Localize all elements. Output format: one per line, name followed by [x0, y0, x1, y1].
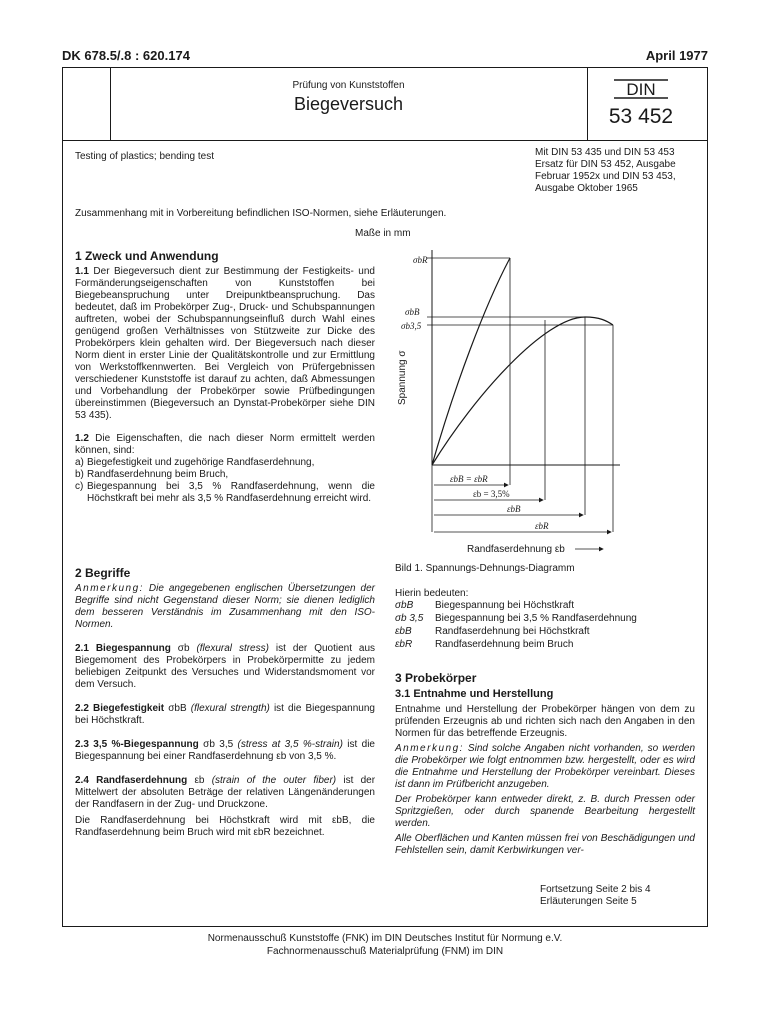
- label-ebR: εbR: [535, 521, 549, 531]
- list-item: a) Biegefestigkeit und zugehörige Randfaserdehnung,: [75, 457, 315, 468]
- section-3-paragraph-3: Alle Oberflächen und Kanten müssen frei von Beschädigungen und Fehlstellen sein, damit Kerbwirkungen ver-: [395, 833, 695, 856]
- iso-note: Zusammenhang mit in Vorbereitung befindlichen ISO-Normen, siehe Erläuterungen.: [75, 208, 447, 219]
- section-3-paragraph-2: Der Probekörper kann entweder direkt, z. B. durch Pressen oder Spritzgießen, oder durch spanende Bearbeitung hergestellt werden.: [395, 794, 695, 829]
- list-item: b) Randfaserdehnung beim Bruch,: [75, 469, 229, 480]
- y-axis-label: Spannung σ: [397, 350, 408, 405]
- label-sbR: σbR: [413, 255, 428, 265]
- list-item: c) Biegespannung bei 3,5 % Randfaserdehnung, wenn die Höchstkraft bei mehr als 3,5 % Randfaserdehnung erreicht wird.: [75, 481, 375, 504]
- footer: Normenausschuß Kunststoffe (FNK) im DIN Deutsches Institut für Normung e.V. Fachnormenausschuß Materialprüfung (FNM) im DIN: [207, 933, 563, 957]
- section-3-heading: 3 Probekörper: [395, 671, 477, 685]
- property-list: [75, 457, 375, 505]
- section-3-paragraph: Entnahme und Herstellung der Probekörper hängen von dem zu prüfenden Erzeugnis ab und richten sich nach den Angaben in den Normen für das betreffende Erzeugnis.: [395, 704, 695, 739]
- document-code: DK 678.5/.8 : 620.174: [62, 48, 190, 63]
- legend-symbol: εbR: [395, 639, 413, 650]
- english-title: Testing of plastics; bending test: [75, 151, 214, 162]
- legend: [395, 588, 695, 651]
- legend-text: Randfaserdehnung bei Höchstkraft: [435, 626, 590, 637]
- din-logo: [614, 79, 668, 99]
- header-divider: [62, 140, 708, 141]
- label-sbB: σbB: [405, 307, 420, 317]
- standard-subtitle: Prüfung von Kunststoffen: [292, 80, 405, 91]
- continuation-note: Fortsetzung Seite 2 bis 4 Erläuterungen Seite 5: [540, 884, 651, 907]
- paragraph-1-1: 1.1 Der Biegeversuch dient zur Bestimmung der Festigkeits- und Formänderungseigenschaften von Kunststoffen bei Biegebeanspruchung unter Dreipunktbeanspruchung. Das bedeutet, daß im Probekörper Zug-, Druck- und Schubspannungen auftreten, wobei der Schubspannungseinfluß durch Wahl eines genügend großen Verhältnisses von Stützweite zur Dicke des Probekörpers klein gehalten wird. Der Biegeversuch nach dieser Norm dient in erster Linie der Qualitätskontrolle und zur Ermittlung von Werkstoffkennwerten. Bei Vergleich von Prüfergebnissen verschiedener Kunststoffe ist darauf zu achten, daß Abmessungen und Vorbehandlung der Probekörper sowie Prüfbedingungen übereinstimmen (Biegeversuch an Dynstat-Probekörper siehe DIN 53 435).: [75, 266, 375, 421]
- section-3-1-heading: 3.1 Entnahme und Herstellung: [395, 688, 554, 700]
- legend-symbol: σbB: [395, 600, 414, 611]
- din-number: 53 452: [608, 105, 674, 128]
- standard-title: Biegeversuch: [293, 94, 404, 114]
- label-eq: εbB = εbR: [450, 474, 488, 484]
- legend-symbol: εbB: [395, 626, 412, 637]
- section-3: [395, 672, 695, 857]
- legend-table: [395, 600, 695, 651]
- definition-2-4: 2.4 Randfaserdehnung εb (strain of the outer fiber) ist der Mittelwert der absoluten Beträge der relativen Längenänderungen der Randfasern in der Zug- und Druckzone.: [75, 775, 376, 810]
- curve-flat: [432, 317, 613, 465]
- label-sb35: σb3,5: [401, 321, 422, 331]
- definition-2-4-cont: Die Randfaserdehnung bei Höchstkraft wird mit εbB, die Randfaserdehnung beim Bruch wird mit εbR bezeichnet.: [75, 815, 375, 838]
- legend-text: Biegespannung bei 3,5 % Randfaserdehnung: [435, 613, 637, 624]
- definition-2-2: 2.2 Biegefestigkeit σbB (flexural strength) ist die Biegespannung bei Höchstkraft.: [75, 703, 375, 726]
- din-logo-text: DIN: [626, 80, 656, 99]
- section-2-note: Anmerkung: Die angegebenen englischen Übersetzungen der Begriffe sind nicht Gegenstand dieser Norm; sie dienen lediglich dem besseren Verständnis im Zusammenhang mit den ISO-Normen.: [75, 583, 375, 630]
- header-divider-right: [587, 67, 588, 140]
- x-axis-label: Randfaserdehnung εb: [467, 544, 565, 555]
- section-1-heading: 1 Zweck und Anwendung: [75, 249, 219, 263]
- label-ebB: εbB: [507, 504, 521, 514]
- section-2: [75, 567, 375, 839]
- definition-2-1: 2.1 Biegespannung σb (flexural stress) ist der Quotient aus Biegemoment des Probekörpers in Probekörpermitte zu jedem beliebigen Zeitpunkt des Versuches und Widerstandsmoment vor dem Versuch.: [75, 643, 376, 690]
- units-note: Maße in mm: [355, 228, 411, 239]
- legend-text: Randfaserdehnung beim Bruch: [435, 639, 574, 650]
- legend-text: Biegespannung bei Höchstkraft: [435, 600, 574, 611]
- label-35: εb = 3,5%: [473, 489, 510, 499]
- paragraph-1-2: 1.2 Die Eigenschaften, die nach dieser Norm ermittelt werden können, sind:: [75, 433, 375, 456]
- section-1: [75, 250, 375, 505]
- section-2-heading: 2 Begriffe: [75, 566, 131, 580]
- curve-steep: [432, 258, 510, 465]
- section-3-note: Anmerkung: Sind solche Angaben nicht vorhanden, so werden die Probekörper wie folgt entnommen bzw. hergestellt, oder es wird die Entnahme und Herstellung der Probekörper vereinbart. Dieses ist dann im Prüfbericht anzugeben.: [395, 743, 696, 790]
- definition-2-3: 2.3 3,5 %-Biegespannung σb 3,5 (stress at 3,5 %-strain) ist die Biegespannung bei einer Randfaserdehnung εb von 3,5 %.: [75, 739, 375, 762]
- legend-intro: Hierin bedeuten:: [395, 588, 469, 599]
- figure-caption: Bild 1. Spannungs-Dehnungs-Diagramm: [395, 563, 575, 574]
- replacement-note: Mit DIN 53 435 und DIN 53 453 Ersatz für DIN 53 452, Ausgabe Februar 1952x und DIN 53 453, Ausgabe Oktober 1965: [535, 147, 676, 194]
- legend-symbol: σb 3,5: [395, 613, 424, 624]
- stress-strain-diagram: [395, 245, 625, 560]
- issue-date: April 1977: [645, 48, 708, 63]
